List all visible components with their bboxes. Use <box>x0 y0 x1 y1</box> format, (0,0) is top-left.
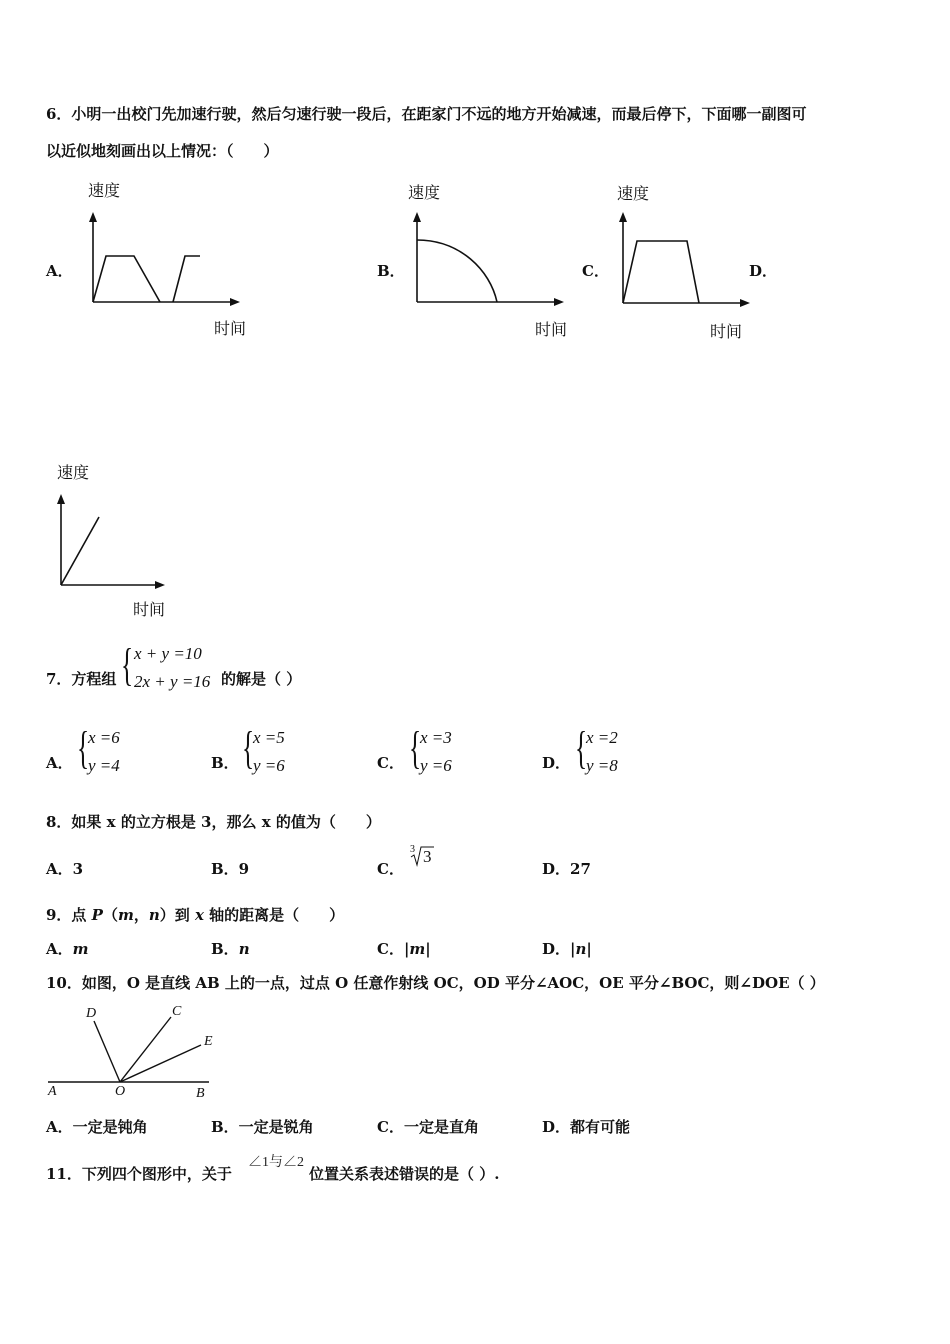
q8-option-c-label: C． <box>377 860 404 878</box>
q7-stem-prefix: 7．方程组 <box>46 670 117 688</box>
root-radicand: 3 <box>423 847 432 866</box>
q7-option-a-eq1: x =6 <box>88 728 120 747</box>
q9-paren-close: ）到 <box>159 906 195 924</box>
q6-option-b-label: B． <box>377 262 405 280</box>
point-d-label: D <box>86 1006 97 1021</box>
q9-n: n <box>148 906 160 924</box>
q10-option-d: D．都有可能 <box>542 1118 631 1136</box>
q9-stem-end: 轴的距离是（ ） <box>203 906 345 924</box>
graph-d-x-label: 时间 <box>133 600 166 619</box>
q10-stem: 10．如图，O 是直线 AB 上的一点，过点 O 任意作射线 OC，OD 平分∠AOC，OE 平分∠BOC，则∠DOE（ ） <box>46 974 825 992</box>
q9-option-b: B．n <box>211 940 250 958</box>
q6-option-c-label: C． <box>582 262 609 280</box>
q8-stem: 8．如果 x 的立方根是 3，那么 x 的值为（ ） <box>46 813 381 831</box>
q9-stem-pre: 9．点 <box>46 906 92 924</box>
graph-a-x-label: 时间 <box>214 319 247 338</box>
q7-option-d-eq2: y =8 <box>586 756 618 775</box>
graph-b-y-label: 速度 <box>408 183 441 202</box>
root-index: 3 <box>410 844 415 855</box>
q11-angle-expression: ∠1与∠2 <box>248 1155 304 1170</box>
q7-stem-suffix: 的解是（ ） <box>221 670 302 688</box>
q7-option-d-brace: { <box>575 722 588 773</box>
q7-option-c-eq1: x =3 <box>420 728 452 747</box>
graph-c-y-label: 速度 <box>617 184 650 203</box>
q7-option-a-eq2: y =4 <box>88 756 120 775</box>
point-b-label: B <box>196 1086 205 1101</box>
graph-b-x-label: 时间 <box>535 320 568 339</box>
q9-m: m <box>117 906 134 924</box>
graph-c-x-label: 时间 <box>710 322 743 341</box>
q10-option-b: B．一定是锐角 <box>211 1118 314 1136</box>
q11-stem-post: 位置关系表述错误的是（ ）. <box>309 1165 500 1183</box>
q6-option-d-label: D． <box>749 262 778 280</box>
q11-stem-pre: 11．下列四个图形中，关于 <box>46 1165 232 1183</box>
q7-option-c-eq2: y =6 <box>420 756 452 775</box>
q7-option-a-brace: { <box>77 722 90 773</box>
q8-option-a: A．3 <box>46 860 84 878</box>
q9-option-a: A．m <box>46 940 89 958</box>
q9-option-d: D．|n| <box>542 940 592 958</box>
point-e-label: E <box>204 1034 213 1049</box>
q8-option-b: B．9 <box>211 860 250 878</box>
q9-option-c: C．|m| <box>377 940 431 958</box>
q9-point-p: P <box>91 906 103 924</box>
q7-option-b-eq2: y =6 <box>253 756 285 775</box>
q6-option-a-label: A． <box>46 262 73 280</box>
q8-option-d: D．27 <box>542 860 591 878</box>
q10-option-c: C．一定是直角 <box>377 1118 479 1136</box>
q9-comma: ， <box>133 906 149 924</box>
graph-d-y-label: 速度 <box>57 463 90 482</box>
q7-option-b-brace: { <box>242 722 255 773</box>
graph-a-y-label: 速度 <box>88 181 121 200</box>
q7-option-c-label: C． <box>377 754 404 772</box>
q6-stem-line1: 6．小明一出校门先加速行驶，然后匀速行驶一段后，在距家门不远的地方开始减速，而最后停下，下面哪一副图可 <box>46 105 807 123</box>
q7-option-b-label: B． <box>211 754 239 772</box>
q9-x: x <box>195 906 204 924</box>
q7-option-a-label: A． <box>46 754 73 772</box>
q7-option-b-eq1: x =5 <box>253 728 285 747</box>
q10-option-a: A．一定是钝角 <box>46 1118 148 1136</box>
q7-equation-2: 2x + y =16 <box>134 672 211 691</box>
point-c-label: C <box>172 1004 182 1019</box>
point-o-label: O <box>115 1084 126 1099</box>
q7-option-d-label: D． <box>542 754 571 772</box>
q7-equation-1: x + y =10 <box>134 644 202 663</box>
point-a-label: A <box>48 1084 57 1099</box>
q7-option-d-eq1: x =2 <box>586 728 618 747</box>
q6-stem-line2: 以近似地刻画出以上情况：（ ） <box>46 142 279 160</box>
q7-system-brace: { <box>121 639 134 690</box>
q7-option-c-brace: { <box>409 722 422 773</box>
q9-paren-open: （ <box>102 906 118 924</box>
